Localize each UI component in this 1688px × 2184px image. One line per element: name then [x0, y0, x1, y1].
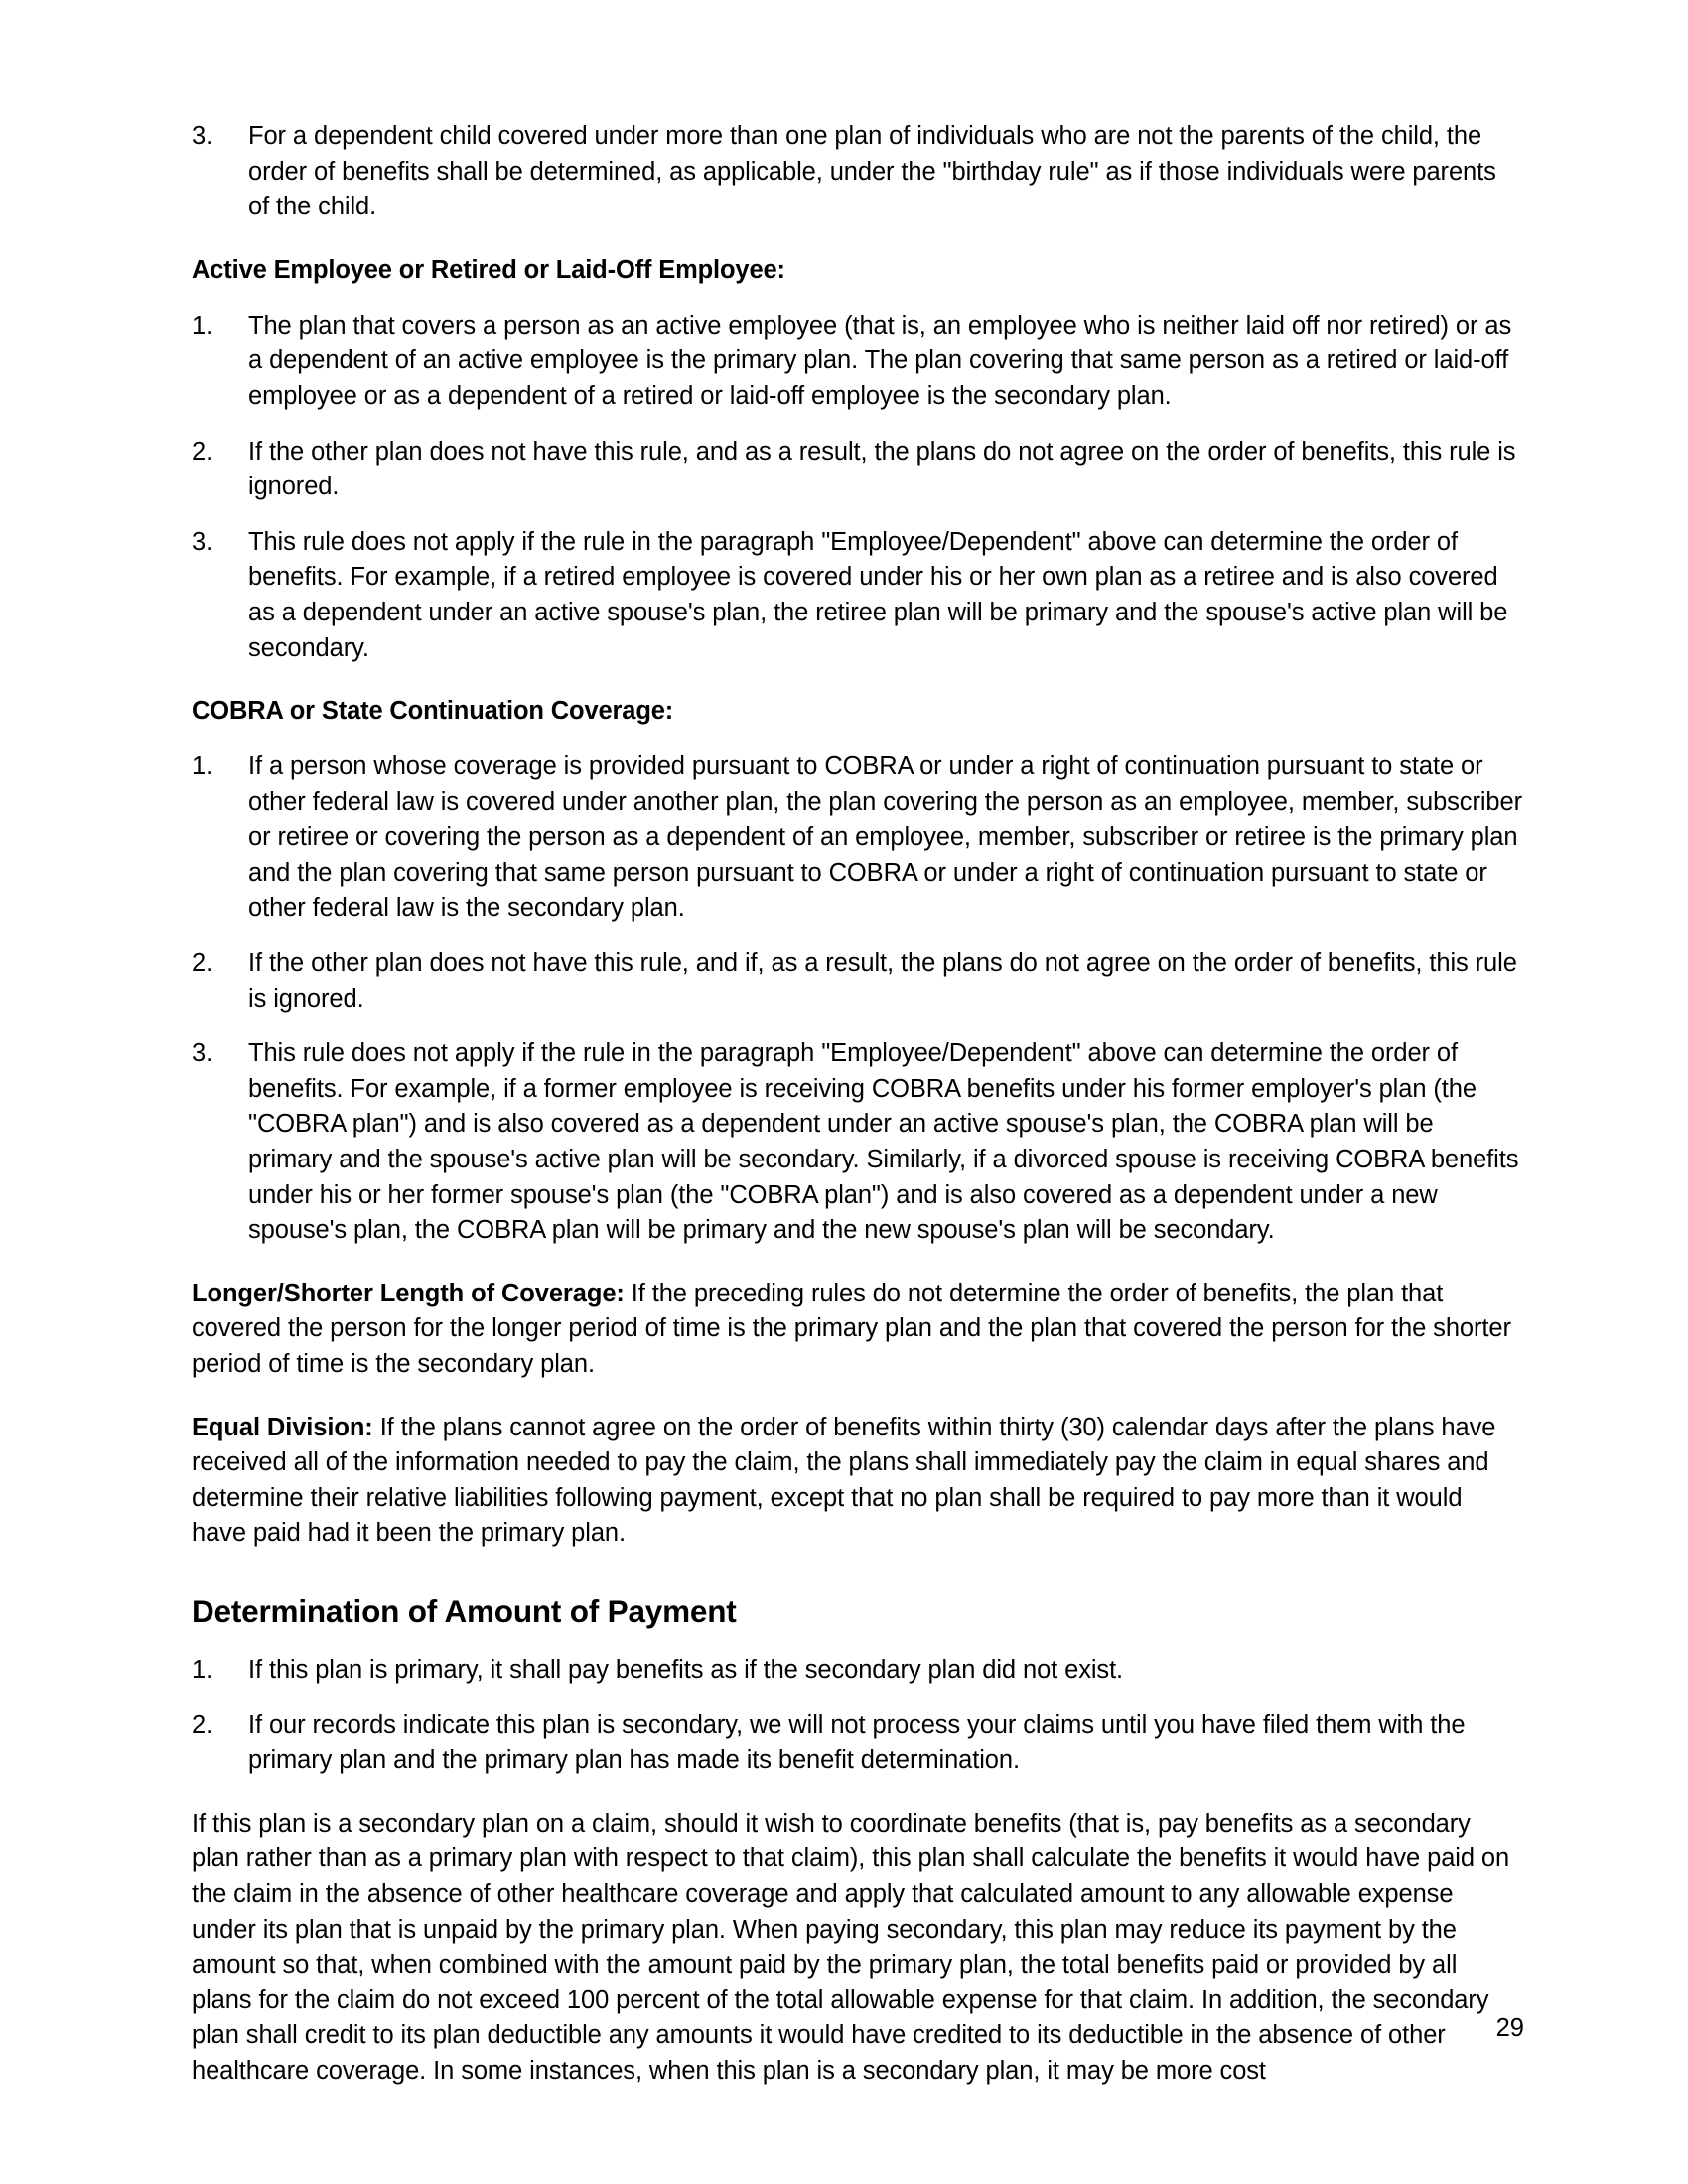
list-item-text: If the other plan does not have this rule, and if, as a result, the plans do not agree on the order of benefits, this rule is ignored.	[248, 949, 1517, 1013]
list-marker: 2.	[192, 437, 213, 466]
list-marker: 1.	[192, 311, 213, 340]
list-marker: 3.	[192, 122, 213, 150]
cobra-list	[192, 750, 1522, 1249]
list-item-text: If a person whose coverage is provided pursuant to COBRA or under a right of continuation pursuant to state or other federal law is covered under another plan, the plan covering the person as an employee, member, subscriber or retiree or covering the person as a dependent of an employee, member, subscriber or retiree is the primary plan and the plan covering that same person pursuant to COBRA or under a right of continuation pursuant to state or other federal law is the secondary plan.	[248, 752, 1522, 922]
list-item	[192, 1653, 1522, 1689]
list-item-text: The plan that covers a person as an active employee (that is, an employee who is neither laid off nor retired) or as a dependent of an active employee is the primary plan. The plan covering that same person as a retired or laid-off employee or as a dependent of a retired or laid-off employee is the secondary plan.	[248, 311, 1512, 410]
spacer	[192, 728, 1522, 750]
spacer	[192, 225, 1522, 253]
list-marker: 2.	[192, 1710, 213, 1739]
section-heading-determination: Determination of Amount of Payment	[192, 1593, 737, 1629]
list-marker: 1.	[192, 1656, 213, 1684]
page-content	[192, 119, 1522, 2090]
subheading-cobra: COBRA or State Continuation Coverage:	[192, 697, 674, 726]
list-item-text: If this plan is primary, it shall pay benefits as if the secondary plan did not exist.	[248, 1656, 1124, 1684]
paragraph-equal-division	[192, 1411, 1522, 1552]
spacer	[192, 1552, 1522, 1591]
paragraph-lead: Equal Division:	[192, 1413, 373, 1441]
spacer	[192, 1383, 1522, 1411]
list-item-text: If our records indicate this plan is secondary, we will not process your claims until you have filed them with the primary plan and the primary plan has made its benefit determination.	[248, 1710, 1466, 1775]
list-item-text: This rule does not apply if the rule in the paragraph "Employee/Dependent" above can determine the order of benefits. For example, if a retired employee is covered under his or her own plan as a retiree and is also covered as a dependent under an active spouse's plan, the retiree plan will be primary and the spouse's active plan will be secondary.	[248, 527, 1508, 662]
page-number: 29	[1495, 2014, 1524, 2042]
paragraph-longer-shorter	[192, 1277, 1522, 1383]
list-item	[192, 946, 1522, 1017]
list-marker: 2.	[192, 949, 213, 978]
determination-list	[192, 1653, 1522, 1779]
list-marker: 1.	[192, 752, 213, 781]
spacer	[192, 1779, 1522, 1807]
paragraph-text: If the plans cannot agree on the order of benefits within thirty (30) calendar days after the plans have received all of the information needed to pay the claim, the plans shall immediately pay the claim in equal shares and determine their relative liabilities following payment, except that no plan shall be required to pay more than it would have paid had it been the primary plan.	[192, 1413, 1496, 1548]
list-item	[192, 750, 1522, 926]
list-item	[192, 435, 1522, 505]
active-employee-list	[192, 309, 1522, 666]
list-item	[192, 1036, 1522, 1249]
list-item-text: If the other plan does not have this rule, and as a result, the plans do not agree on the order of benefits, this rule is ignored.	[248, 437, 1516, 501]
list-marker: 3.	[192, 1039, 213, 1068]
list-item-text: For a dependent child covered under more than one plan of individuals who are not the parents of the child, the order of benefits shall be determined, as applicable, under the "birthday rule" as if those individuals were parents of the child.	[248, 122, 1496, 221]
list-item	[192, 1708, 1522, 1779]
list-item	[192, 525, 1522, 666]
paragraph-lead: Longer/Shorter Length of Coverage:	[192, 1279, 625, 1307]
spacer	[192, 1249, 1522, 1277]
carryover-list	[192, 119, 1522, 225]
spacer	[192, 287, 1522, 309]
spacer	[192, 1631, 1522, 1653]
subheading-active-employee: Active Employee or Retired or Laid-Off Employee:	[192, 255, 785, 284]
spacer	[192, 666, 1522, 694]
paragraph-text: If the preceding rules do not determine the order of benefits, the plan that covered the person for the longer period of time is the primary plan and the plan that covered the person for the shorter period of time is the secondary plan.	[192, 1279, 1511, 1379]
paragraph-closing: If this plan is a secondary plan on a claim, should it wish to coordinate benefits (that is, pay benefits as a secondary plan rather than as a primary plan with respect to that claim), this plan shall calculate the benefits it would have paid on the claim in the absence of other healthcare coverage and apply that calculated amount to any allowable expense under its plan that is unpaid by the primary plan. When paying secondary, this plan may reduce its payment by the amount so that, when combined with the amount paid by the primary plan, the total benefits paid or provided by all plans for the claim do not exceed 100 percent of the total allowable expense for that claim. In addition, the secondary plan shall credit to its plan deductible any amounts it would have credited to its deductible in the absence of other healthcare coverage. In some instances, when this plan is a secondary plan, it may be more cost	[192, 1809, 1510, 2085]
list-item	[192, 309, 1522, 415]
list-item	[192, 119, 1522, 225]
list-item-text: This rule does not apply if the rule in the paragraph "Employee/Dependent" above can determine the order of benefits. For example, if a former employee is receiving COBRA benefits under his former employer's plan (the "COBRA plan") and is also covered as a dependent under an active spouse's plan, the COBRA plan will be primary and the spouse's active plan will be secondary. Similarly, if a divorced spouse is receiving COBRA benefits under his or her former spouse's plan (the "COBRA plan") and is also covered as a dependent under a new spouse's plan, the COBRA plan will be primary and the new spouse's plan will be secondary.	[248, 1039, 1519, 1245]
list-marker: 3.	[192, 527, 213, 556]
